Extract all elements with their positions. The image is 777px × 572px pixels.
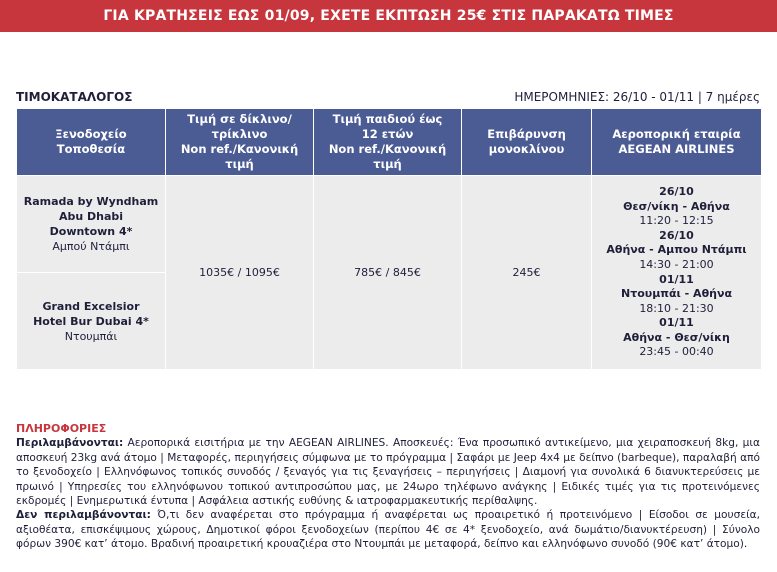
flight-route: Αθήνα - Θεσ/νίκη — [623, 330, 730, 344]
price-list-title: ΤΙΜΟΚΑΤΑΛΟΓΟΣ — [16, 90, 133, 104]
header-child-price: Τιμή παιδιού έως 12 ετών Non ref./Κανονική τιμή — [314, 109, 462, 176]
flight-time: 14:30 - 21:00 — [639, 257, 714, 271]
table-header-row — [17, 109, 762, 176]
price-list-header — [16, 90, 760, 106]
double-price-cell: 1035€ / 1095€ — [166, 176, 314, 370]
child-price-cell: 785€ / 845€ — [314, 176, 462, 370]
single-supplement-cell: 245€ — [462, 176, 592, 370]
flight-time: 23:45 - 00:40 — [639, 345, 714, 359]
hotel-cell-ramada: Ramada by Wyndham Abu Dhabi Downtown 4* Αμπού Ντάμπι — [17, 176, 166, 273]
flight-date: 01/11 — [659, 272, 694, 286]
travel-dates: ΗΜΕΡΟΜΗΝΙΕΣ: 26/10 - 01/11 | 7 ημέρες — [514, 90, 760, 104]
header-double-price: Τιμή σε δίκλινο/ τρίκλινο Non ref./Κανονική τιμή — [166, 109, 314, 176]
included-paragraph — [16, 436, 760, 508]
price-table — [16, 108, 762, 370]
hotel-location: Αμπού Ντάμπι — [52, 240, 130, 253]
hotel-location: Ντουμπάι — [64, 329, 118, 343]
header-single-supplement: Επιβάρυνση μονοκλίνου — [462, 109, 592, 176]
flight-time: 11:20 - 12:15 — [639, 214, 714, 228]
flight-date: 26/10 — [659, 228, 694, 242]
header-airline: Αεροπορική εταιρία AEGEAN AIRLINES — [592, 109, 762, 176]
excluded-text: Ό,τι δεν αναφέρεται στο πρόγραμμα ή αναφέρεται ως προαιρετικό ή προτεινόμενο | Είσοδοι σε μουσεία, αξιοθέατα, επισκέψιμους χώρους, Δημοτικοί φόροι ξενοδοχείων (περίπου 4€ σε 4* ξενοδοχείο, ανά δωμάτιο/διανυκτέρευση) | Σύνολο φόρων 390€ κατ’ άτομο. Βραδινή προαιρετική κρουαζιέρα στο Ντουμπάι με μεταφορά, δείπνο και ελληνόφωνο συνοδό (90€ κατ’ άτομο). — [16, 509, 761, 551]
flight-date: 26/10 — [659, 184, 694, 198]
flights-cell — [592, 176, 762, 370]
flight-route: Αθήνα - Αμπου Ντάμπι — [606, 243, 747, 257]
included-label: Περιλαμβάνονται: — [16, 437, 124, 450]
information-section — [16, 422, 760, 552]
flight-date: 01/11 — [659, 316, 694, 330]
excluded-paragraph — [16, 508, 760, 551]
excluded-label: Δεν περιλαμβάνονται: — [16, 509, 151, 522]
discount-banner: ΓΙΑ ΚΡΑΤΗΣΕΙΣ ΕΩΣ 01/09, ΕΧΕΤΕ ΕΚΠΤΩΣΗ 25€ ΣΤΙΣ ΠΑΡΑΚΑΤΩ ΤΙΜΕΣ — [0, 0, 777, 32]
header-hotel: Ξενοδοχείο Τοποθεσία — [17, 109, 166, 176]
information-title: ΠΛΗΡΟΦΟΡΙΕΣ — [16, 422, 107, 435]
table-row — [17, 176, 762, 273]
flight-route: Θεσ/νίκη - Αθήνα — [623, 199, 730, 213]
flight-time: 18:10 - 21:30 — [639, 301, 714, 315]
included-text: Αεροπορικά εισιτήρια με την AEGEAN AIRLINES. Αποσκευές: Ένα προσωπικό αντικείμενο, μια χειραποσκευή 8kg, μια αποσκευή 23kg ανά άτομο | Μεταφορές, περιηγήσεις σύμφωνα με το πρόγραμμα | Σαφάρι με Jeep 4x4 με δείπνο (barbeque), παραλαβή από το ξενοδοχείο | Ελληνόφωνος τοπικός συνοδός / ξεναγός για τις ξεναγήσεις – περιηγήσεις | Διαμονή για συνολικά 6 διανυκτερεύσεις με πρωινό | Υπηρεσίες του ελληνόφωνου τοπικού αντιπροσώπου μας, με 24ωρο τηλέφωνο ανάγκης | Ειδικές τιμές για τις προτεινόμενες εκδρομές | Ενημερωτικά έντυπα | Ασφάλεια αστικής ευθύνης & ιατροφαρμακευτικής περίθαλψης. — [16, 437, 760, 508]
flight-route: Ντουμπάι - Αθήνα — [620, 287, 733, 301]
hotel-cell-grand-excelsior: Grand Excelsior Hotel Bur Dubai 4* Ντουμπάι — [17, 273, 166, 370]
